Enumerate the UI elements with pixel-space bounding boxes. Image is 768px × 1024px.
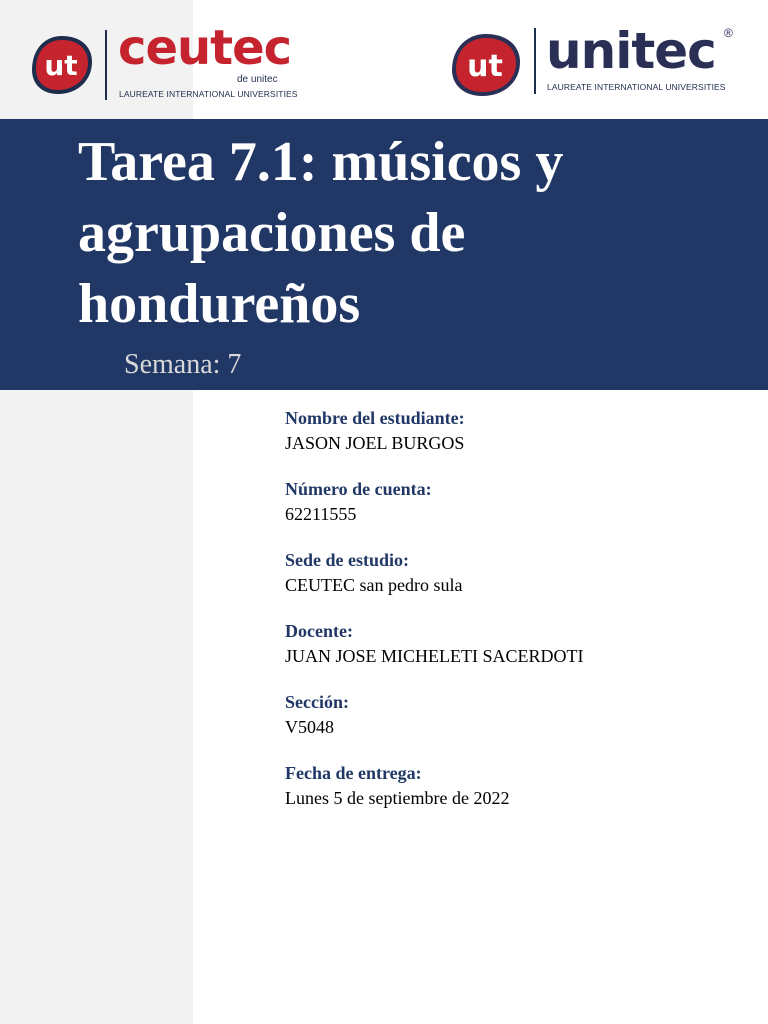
- unitec-wordmark: unitec: [546, 22, 716, 80]
- unitec-logo: [448, 22, 748, 101]
- unitec-tagline: LAUREATE INTERNATIONAL UNIVERSITIES: [547, 82, 726, 92]
- registered-mark: ®: [724, 26, 733, 40]
- field-student-name: [285, 406, 745, 456]
- ceutec-tagline: LAUREATE INTERNATIONAL UNIVERSITIES: [119, 89, 298, 99]
- field-value: JUAN JOSE MICHELETI SACERDOTI: [285, 646, 584, 666]
- field-label: Número de cuenta:: [285, 479, 432, 499]
- field-section: [285, 690, 745, 740]
- field-due-date: [285, 761, 745, 811]
- field-account-number: [285, 477, 745, 527]
- field-value: Lunes 5 de septiembre de 2022: [285, 788, 510, 808]
- field-label: Sede de estudio:: [285, 550, 410, 570]
- field-value: JASON JOEL BURGOS: [285, 433, 465, 453]
- student-info: [285, 406, 745, 832]
- field-value: CEUTEC san pedro sula: [285, 575, 463, 595]
- document-title: Tarea 7.1: músicos y agrupaciones de hondureños: [78, 131, 564, 335]
- ut-badge-icon: [28, 32, 96, 98]
- logo-divider: [534, 28, 536, 94]
- field-label: Sección:: [285, 692, 349, 712]
- field-label: Fecha de entrega:: [285, 763, 422, 783]
- field-value: 62211555: [285, 504, 357, 524]
- ut-badge-icon: [448, 30, 524, 100]
- field-teacher: [285, 619, 745, 669]
- de-unitec-text: de unitec: [237, 74, 278, 85]
- field-campus: [285, 548, 745, 598]
- logo-divider: [105, 30, 107, 100]
- ceutec-wordmark: ceutec: [118, 20, 292, 76]
- field-label: Nombre del estudiante:: [285, 408, 465, 428]
- ut-badge-text: ut: [467, 49, 503, 84]
- ceutec-logo: [28, 20, 298, 103]
- field-label: Docente:: [285, 621, 353, 641]
- ut-badge-text: ut: [44, 49, 78, 82]
- document-subtitle: Semana: 7: [124, 349, 242, 380]
- field-value: V5048: [285, 717, 334, 737]
